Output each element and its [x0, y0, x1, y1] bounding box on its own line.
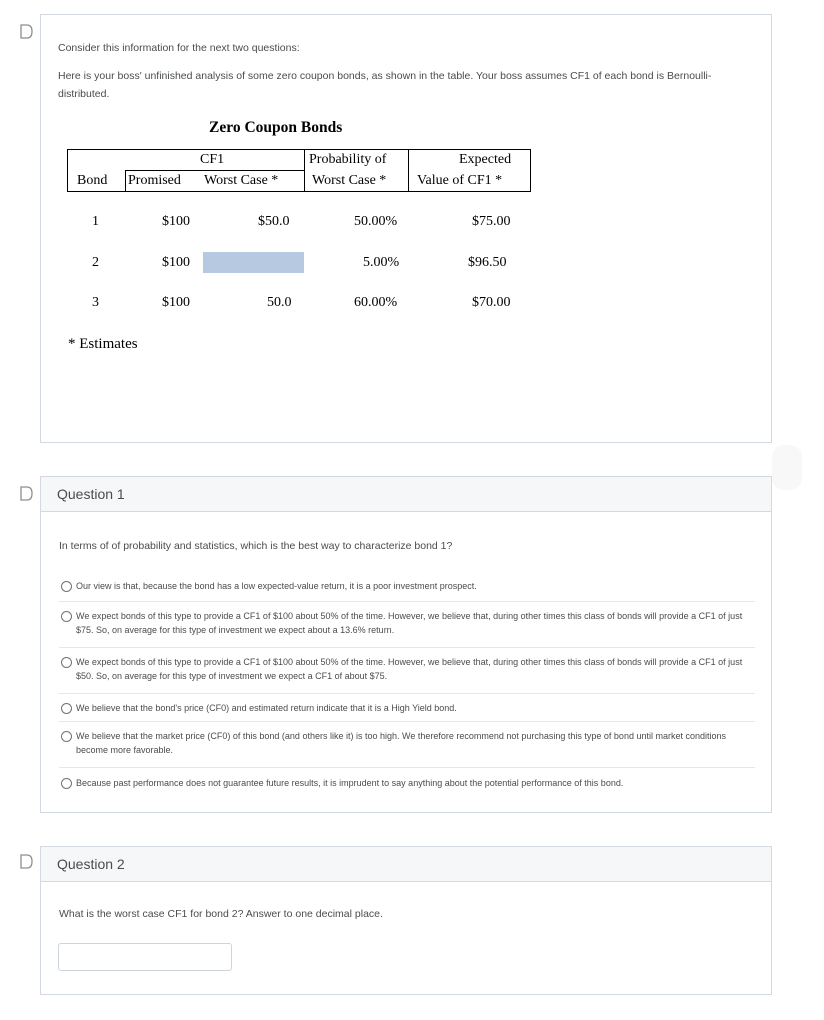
radio-button[interactable] [61, 731, 72, 742]
header-expected-top: Expected [459, 152, 512, 167]
cell-prob: 50.00% [354, 214, 398, 229]
answer-option[interactable] [59, 647, 755, 691]
radio-button[interactable] [61, 657, 72, 668]
cell-worst: 50.0 [267, 295, 292, 310]
answer-option[interactable] [59, 767, 755, 792]
cell-bond: 1 [92, 214, 99, 229]
header-prob-bottom: Worst Case * [312, 173, 387, 188]
question-2-prompt: What is the worst case CF1 for bond 2? Answer to one decimal place. [59, 908, 383, 920]
cell-bond: 2 [92, 255, 99, 270]
header-promised: Promised [128, 173, 181, 188]
radio-button[interactable] [61, 581, 72, 592]
flag-icon[interactable] [20, 486, 33, 501]
option-text: We believe that the market price (CF0) of this bond (and others like it) is too high. We therefore recommend not purchasing this type of bond until market conditions become more favorable. [76, 731, 726, 755]
radio-button[interactable] [61, 703, 72, 714]
table-rule [408, 149, 409, 192]
cell-expected: $75.00 [472, 214, 511, 229]
cell-promised: $100 [162, 214, 190, 229]
table-rule [125, 170, 304, 171]
table-rule [67, 191, 531, 192]
option-text: We expect bonds of this type to provide a CF1 of $100 about 50% of the time. However, we believe that, during other times this class of bonds will provide a CF1 of just $75. So, on average for this type of investment we expect about a 13.6% return. [76, 611, 743, 635]
header-cf1: CF1 [200, 152, 225, 167]
question-1-prompt: In terms of of probability and statistics, which is the best way to characterize bond 1? [59, 540, 453, 552]
intro-text-2: Here is your boss' unfinished analysis of some zero coupon bonds, as shown in the table. Your boss assumes CF1 of each bond is Bernoulli-distributed. [58, 70, 712, 100]
cell-worst-blank [203, 252, 304, 273]
option-text: We believe that the bond's price (CF0) and estimated return indicate that it is a High Yield bond. [76, 703, 457, 713]
question-2-header [41, 847, 771, 882]
flag-icon[interactable] [20, 854, 33, 869]
question-2-title: Question 2 [57, 856, 125, 872]
cell-promised: $100 [162, 255, 190, 270]
question-2-card [40, 846, 772, 995]
intro-card [40, 14, 772, 443]
table-rule [304, 149, 305, 192]
table-rule [125, 170, 126, 192]
header-prob-top: Probability of [309, 152, 387, 167]
answer-option[interactable] [59, 601, 755, 645]
answer-option[interactable] [59, 693, 755, 718]
table-rule [67, 149, 68, 192]
cell-prob: 60.00% [354, 295, 398, 310]
option-text: We expect bonds of this type to provide a CF1 of $100 about 50% of the time. However, we believe that, during other times this class of bonds will provide a CF1 of just $50. So, on average for this type of investment we expect a CF1 of about $75. [76, 657, 743, 681]
radio-button[interactable] [61, 611, 72, 622]
header-worst-case: Worst Case * [204, 173, 279, 188]
answer-option[interactable] [59, 573, 755, 594]
table-footnote: * Estimates [68, 336, 138, 352]
flag-icon[interactable] [20, 24, 33, 39]
table-title: Zero Coupon Bonds [209, 119, 343, 136]
header-expected-bottom: Value of CF1 * [417, 173, 503, 188]
cell-promised: $100 [162, 295, 190, 310]
scroll-shadow [772, 445, 802, 490]
cell-expected: $70.00 [472, 295, 511, 310]
intro-text-1: Consider this information for the next two questions: [58, 42, 300, 54]
header-bond: Bond [77, 173, 108, 188]
option-text: Because past performance does not guarantee future results, it is imprudent to say anything about the potential performance of this bond. [76, 778, 624, 788]
question-1-header [41, 477, 771, 512]
answer-option[interactable] [59, 721, 755, 765]
cell-worst: $50.0 [258, 214, 290, 229]
cell-bond: 3 [92, 295, 99, 310]
question-1-title: Question 1 [57, 486, 125, 502]
table-rule [530, 149, 531, 192]
answer-input[interactable] [58, 943, 232, 971]
question-1-card [40, 476, 772, 813]
cell-prob: 5.00% [363, 255, 400, 270]
table-rule [67, 149, 531, 150]
radio-button[interactable] [61, 778, 72, 789]
cell-expected: $96.50 [468, 255, 507, 270]
option-text: Our view is that, because the bond has a low expected-value return, it is a poor investment prospect. [76, 581, 477, 591]
